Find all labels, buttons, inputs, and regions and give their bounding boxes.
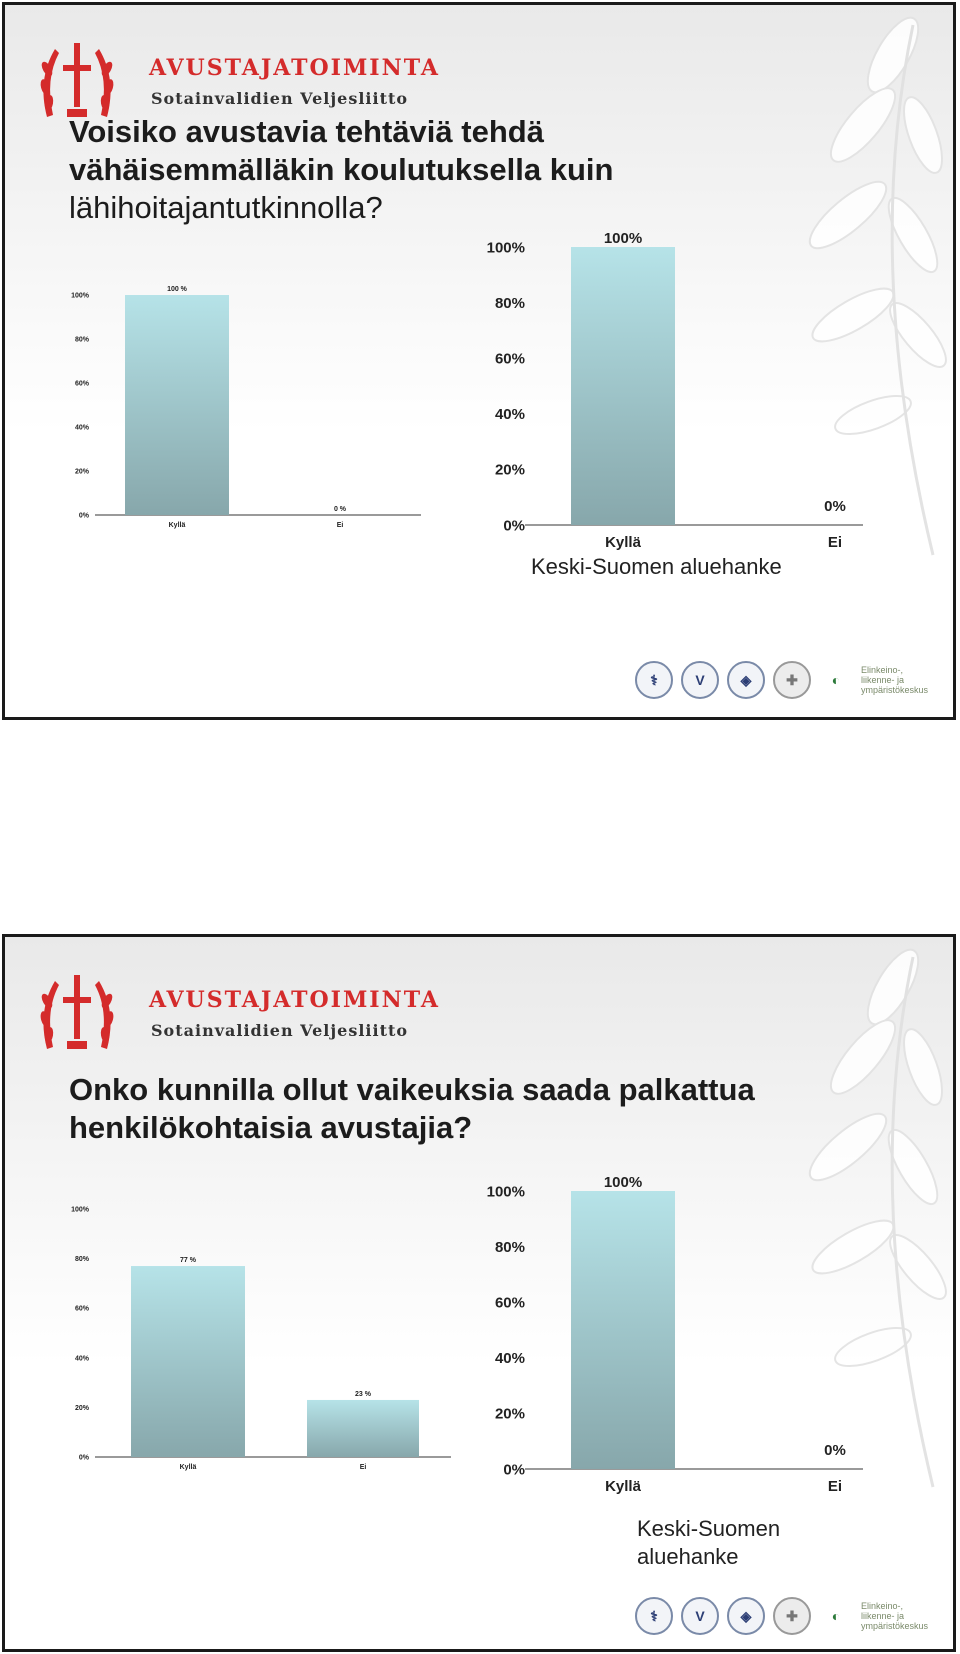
slide-2 xyxy=(2,934,956,1652)
y-tick-label: 100% xyxy=(71,292,89,300)
emblem-v-icon: V xyxy=(681,661,719,699)
y-tick-label: 20% xyxy=(494,461,525,479)
category-label: Kyllä xyxy=(179,1464,197,1471)
y-tick-label: 20% xyxy=(494,1405,525,1423)
value-label: 23 % xyxy=(355,1390,371,1398)
y-tick-label: 100% xyxy=(486,1183,525,1201)
y-tick-label: 40% xyxy=(494,406,525,424)
emblem-1-icon: ⚕ xyxy=(635,661,673,699)
y-tick-label: 100% xyxy=(486,239,525,257)
value-label: 100% xyxy=(603,1174,643,1191)
y-tick-label: 80% xyxy=(494,294,525,312)
y-tick-label: 0% xyxy=(78,512,89,520)
category-label: Kyllä xyxy=(605,534,641,551)
title-line: vähäisemmälläkin koulutuksella kuin xyxy=(69,152,614,187)
y-tick-label: 40% xyxy=(494,1350,525,1368)
ely-label: Elinkeino-, liikenne- ja ympäristökeskus xyxy=(861,665,929,695)
category-label: Ei xyxy=(827,534,843,551)
bar xyxy=(131,1266,245,1457)
category-label: Ei xyxy=(827,1478,843,1495)
y-tick-label: 0% xyxy=(503,517,525,535)
caption-line: aluehanke xyxy=(637,1544,739,1569)
logo-title: AVUSTAJATOIMINTA xyxy=(149,55,440,81)
bar xyxy=(571,247,675,525)
veljesliitto-emblem-icon xyxy=(37,971,117,1057)
slide-2-caption xyxy=(637,1515,780,1571)
y-tick-label: 60% xyxy=(494,1294,525,1312)
y-tick-label: 0% xyxy=(503,1461,525,1479)
partner-logos xyxy=(635,661,931,699)
caption-line: Keski-Suomen xyxy=(637,1516,781,1541)
category-label: Kyllä xyxy=(168,522,186,529)
partner-logos xyxy=(635,1597,931,1635)
emblem-1-icon: ⚕ xyxy=(635,1597,673,1635)
logo-subtitle: Sotainvalidien Veljesliitto xyxy=(151,89,409,108)
emblem-v-icon: V xyxy=(681,1597,719,1635)
category-label: Kyllä xyxy=(605,1478,641,1495)
emblem-gray-icon: ✚ xyxy=(773,1597,811,1635)
y-tick-label: 80% xyxy=(74,1256,89,1264)
value-label: 0 % xyxy=(333,506,347,513)
value-label: 0% xyxy=(824,1442,846,1459)
bar xyxy=(571,1191,675,1469)
emblem-shield-icon: ◈ xyxy=(727,1597,765,1635)
value-label: 100% xyxy=(603,230,643,247)
y-tick-label: 20% xyxy=(74,468,89,476)
category-label: Ei xyxy=(359,1464,367,1471)
value-label: 0% xyxy=(824,498,846,515)
slide-2-title xyxy=(69,1071,755,1147)
slide-1 xyxy=(2,2,956,720)
y-tick-label: 40% xyxy=(74,424,89,432)
title-line: henkilökohtaisia avustajia? xyxy=(69,1110,473,1145)
bar xyxy=(125,295,229,515)
bar-chart-large-2 xyxy=(465,1174,925,1511)
title-line: Onko kunnilla ollut vaikeuksia saada palkattua xyxy=(69,1072,755,1107)
title-line: lähihoitajantutkinnolla? xyxy=(69,190,383,225)
ely-label: Elinkeino-, liikenne- ja ympäristökeskus xyxy=(861,1601,929,1631)
y-tick-label: 60% xyxy=(74,380,89,388)
y-tick-label: 100% xyxy=(71,1206,89,1214)
ely-icon: ◐ xyxy=(831,672,841,688)
bar-chart-small-2 xyxy=(5,1203,475,1479)
emblem-shield-icon: ◈ xyxy=(727,661,765,699)
slide-1-caption: Keski-Suomen aluehanke xyxy=(531,554,782,579)
y-tick-label: 60% xyxy=(74,1305,89,1313)
logo-subtitle: Sotainvalidien Veljesliitto xyxy=(151,1021,409,1040)
y-tick-label: 80% xyxy=(494,1238,525,1256)
y-tick-label: 0% xyxy=(78,1454,89,1462)
title-line: Voisiko avustavia tehtäviä tehdä xyxy=(69,114,544,149)
bar-chart-large-1 xyxy=(465,230,925,573)
y-tick-label: 80% xyxy=(74,336,89,344)
y-tick-label: 20% xyxy=(74,1404,89,1412)
y-tick-label: 40% xyxy=(74,1355,89,1363)
bar-chart-small-1 xyxy=(5,273,445,543)
slide-1-title xyxy=(69,113,613,227)
value-label: 100 % xyxy=(167,286,187,293)
value-label: 77 % xyxy=(180,1257,196,1265)
emblem-gray-icon: ✚ xyxy=(773,661,811,699)
ely-icon: ◐ xyxy=(831,1608,841,1624)
logo-title: AVUSTAJATOIMINTA xyxy=(149,987,440,1013)
category-label: Ei xyxy=(336,522,344,529)
y-tick-label: 60% xyxy=(494,350,525,368)
bar xyxy=(307,1400,419,1457)
